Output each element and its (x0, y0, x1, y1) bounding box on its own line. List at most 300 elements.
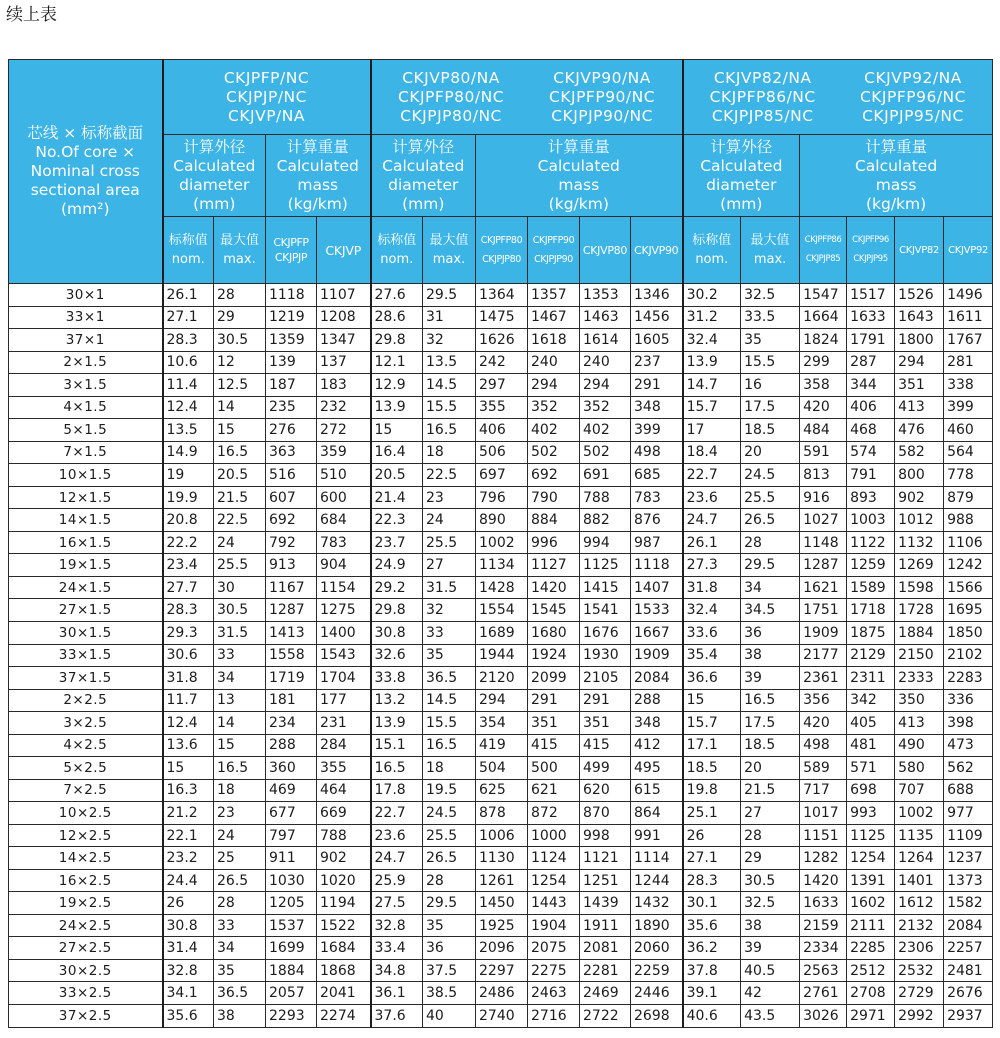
value-cell: 2486 (476, 982, 528, 1005)
value-cell: 2729 (895, 982, 944, 1005)
table-body (9, 284, 993, 1028)
value-cell: 37.8 (683, 959, 741, 982)
value-cell: 24.7 (371, 847, 423, 870)
value-cell: 1875 (847, 621, 895, 644)
value-cell: 24.7 (683, 509, 741, 532)
value-cell: 582 (895, 441, 944, 464)
core-spec-cell: 30×1 (9, 284, 163, 307)
core-spec-cell: 4×2.5 (9, 734, 163, 757)
value-cell: 33 (214, 644, 266, 667)
value-cell: 24 (423, 509, 476, 532)
value-cell: 1439 (580, 892, 631, 915)
value-cell: 1545 (528, 599, 580, 622)
value-cell: 26 (163, 892, 214, 915)
value-cell: 23.2 (163, 847, 214, 870)
value-cell: 1109 (944, 824, 993, 847)
value-cell: 1676 (580, 621, 631, 644)
value-cell: 21.4 (371, 486, 423, 509)
value-cell: 1401 (895, 869, 944, 892)
core-spec-cell: 3×2.5 (9, 712, 163, 735)
table-row (9, 824, 993, 847)
value-cell: 516 (266, 464, 317, 487)
value-cell: 1689 (476, 621, 528, 644)
value-cell: 35 (423, 914, 476, 937)
core-spec-cell: 37×2.5 (9, 1005, 163, 1028)
value-cell: 2081 (580, 937, 631, 960)
value-cell: 1259 (847, 554, 895, 577)
value-cell: 177 (317, 689, 371, 712)
value-cell: 1275 (317, 599, 371, 622)
value-cell: 502 (528, 441, 580, 464)
value-cell: 697 (476, 464, 528, 487)
value-cell: 402 (528, 419, 580, 442)
value-cell: 30.5 (214, 599, 266, 622)
value-cell: 1543 (317, 644, 371, 667)
value-cell: 415 (580, 734, 631, 757)
value-cell: 1547 (800, 284, 847, 307)
table-row (9, 734, 993, 757)
value-cell: 1132 (895, 531, 944, 554)
value-cell: 2060 (631, 937, 683, 960)
value-cell: 876 (631, 509, 683, 532)
value-cell: 11.4 (163, 374, 214, 397)
value-cell: 620 (580, 779, 631, 802)
value-cell: 977 (944, 802, 993, 825)
value-cell: 1443 (528, 892, 580, 915)
value-cell: 294 (580, 374, 631, 397)
value-cell: 15 (214, 734, 266, 757)
value-cell: 237 (631, 351, 683, 374)
value-cell: 31 (423, 306, 476, 329)
value-cell: 481 (847, 734, 895, 757)
value-cell: 32.5 (741, 284, 800, 307)
group-2-mass-header: 计算重量 Calculated mass (kg/km) (476, 135, 683, 217)
value-cell: 2105 (580, 667, 631, 690)
value-cell: 684 (317, 509, 371, 532)
g2-max-header: 最大值 max. (423, 217, 476, 284)
value-cell: 288 (266, 734, 317, 757)
value-cell: 2084 (944, 914, 993, 937)
value-cell: 621 (528, 779, 580, 802)
value-cell: 2333 (895, 667, 944, 690)
value-cell: 34 (214, 937, 266, 960)
value-cell: 15.5 (423, 712, 476, 735)
value-cell: 2257 (944, 937, 993, 960)
table-row (9, 576, 993, 599)
value-cell: 993 (847, 802, 895, 825)
value-cell: 35 (741, 329, 800, 352)
value-cell: 1589 (847, 576, 895, 599)
core-spec-cell: 16×2.5 (9, 869, 163, 892)
value-cell: 36.5 (214, 982, 266, 1005)
value-cell: 2563 (800, 959, 847, 982)
value-cell: 1541 (580, 599, 631, 622)
value-cell: 20 (741, 441, 800, 464)
value-cell: 22.2 (163, 531, 214, 554)
value-cell: 1287 (800, 554, 847, 577)
value-cell: 2129 (847, 644, 895, 667)
group-1-diameter-header: 计算外径 Calculated diameter (mm) (163, 135, 266, 217)
value-cell: 419 (476, 734, 528, 757)
g3-ckjvp92-header: CKJVP92 (944, 217, 993, 284)
table-row (9, 982, 993, 1005)
value-cell: 1413 (266, 621, 317, 644)
table-row (9, 329, 993, 352)
value-cell: 276 (266, 419, 317, 442)
value-cell: 2283 (944, 667, 993, 690)
value-cell: 14 (214, 712, 266, 735)
value-cell: 23.6 (371, 824, 423, 847)
value-cell: 358 (800, 374, 847, 397)
g1-nom-header: 标称值 nom. (163, 217, 214, 284)
value-cell: 20.5 (371, 464, 423, 487)
value-cell: 28 (741, 531, 800, 554)
value-cell: 19.9 (163, 486, 214, 509)
table-row (9, 757, 993, 780)
value-cell: 2761 (800, 982, 847, 1005)
value-cell: 28 (214, 892, 266, 915)
value-cell: 1456 (631, 306, 683, 329)
value-cell: 15 (214, 419, 266, 442)
value-cell: 1121 (580, 847, 631, 870)
value-cell: 2334 (800, 937, 847, 960)
value-cell: 2361 (800, 667, 847, 690)
value-cell: 476 (895, 419, 944, 442)
value-cell: 28.3 (163, 329, 214, 352)
table-row (9, 486, 993, 509)
value-cell: 27.6 (371, 284, 423, 307)
value-cell: 351 (580, 712, 631, 735)
table-row (9, 667, 993, 690)
value-cell: 870 (580, 802, 631, 825)
value-cell: 1909 (800, 621, 847, 644)
value-cell: 1125 (580, 554, 631, 577)
value-cell: 12.4 (163, 396, 214, 419)
value-cell: 1925 (476, 914, 528, 937)
value-cell: 33 (214, 914, 266, 937)
value-cell: 26.1 (683, 531, 741, 554)
value-cell: 884 (528, 509, 580, 532)
value-cell: 893 (847, 486, 895, 509)
value-cell: 338 (944, 374, 993, 397)
value-cell: 281 (944, 351, 993, 374)
value-cell: 25.5 (741, 486, 800, 509)
value-cell: 28 (423, 869, 476, 892)
g3-nom-header: 标称值 nom. (683, 217, 741, 284)
value-cell: 30.5 (214, 329, 266, 352)
value-cell: 31.2 (683, 306, 741, 329)
value-cell: 14.9 (163, 441, 214, 464)
value-cell: 1420 (528, 576, 580, 599)
value-cell: 12.4 (163, 712, 214, 735)
value-cell: 2306 (895, 937, 944, 960)
group-1-mass-header: 计算重量 Calculated mass (kg/km) (266, 135, 371, 217)
table-row (9, 869, 993, 892)
table-row (9, 689, 993, 712)
value-cell: 29 (741, 847, 800, 870)
value-cell: 2281 (580, 959, 631, 982)
value-cell: 788 (580, 486, 631, 509)
value-cell: 398 (944, 712, 993, 735)
value-cell: 1626 (476, 329, 528, 352)
value-cell: 580 (895, 757, 944, 780)
g2-nom-header: 标称值 nom. (371, 217, 423, 284)
value-cell: 996 (528, 531, 580, 554)
value-cell: 36.1 (371, 982, 423, 1005)
core-spec-cell: 16×1.5 (9, 531, 163, 554)
core-spec-cell: 33×1.5 (9, 644, 163, 667)
value-cell: 35.6 (163, 1005, 214, 1028)
value-cell: 1884 (895, 621, 944, 644)
value-cell: 351 (895, 374, 944, 397)
g2-ckjpfp80-header: CKJPFP80 CKJPJP80 (476, 217, 528, 284)
value-cell: 18.4 (683, 441, 741, 464)
value-cell: 18 (423, 757, 476, 780)
value-cell: 28.6 (371, 306, 423, 329)
value-cell: 1667 (631, 621, 683, 644)
value-cell: 2150 (895, 644, 944, 667)
value-cell: 30.5 (741, 869, 800, 892)
value-cell: 1002 (476, 531, 528, 554)
table-row (9, 892, 993, 915)
g3-ckjpfp96-header: CKJPFP96 CKJPJP95 (847, 217, 895, 284)
value-cell: 1621 (800, 576, 847, 599)
value-cell: 36.6 (683, 667, 741, 690)
value-cell: 12.9 (371, 374, 423, 397)
value-cell: 1125 (847, 824, 895, 847)
core-spec-cell: 37×1 (9, 329, 163, 352)
value-cell: 294 (895, 351, 944, 374)
value-cell: 1134 (476, 554, 528, 577)
table-row (9, 441, 993, 464)
value-cell: 18.5 (741, 419, 800, 442)
value-cell: 495 (631, 757, 683, 780)
core-spec-cell: 19×1.5 (9, 554, 163, 577)
value-cell: 1664 (800, 306, 847, 329)
g3-ckjpfp86-header: CKJPFP86 CKJPJP85 (800, 217, 847, 284)
value-cell: 344 (847, 374, 895, 397)
value-cell: 1614 (580, 329, 631, 352)
value-cell: 32.8 (163, 959, 214, 982)
value-cell: 1407 (631, 576, 683, 599)
value-cell: 878 (476, 802, 528, 825)
value-cell: 28.3 (683, 869, 741, 892)
value-cell: 35 (423, 644, 476, 667)
value-cell: 1194 (317, 892, 371, 915)
value-cell: 1767 (944, 329, 993, 352)
value-cell: 669 (317, 802, 371, 825)
value-cell: 348 (631, 396, 683, 419)
value-cell: 29.2 (371, 576, 423, 599)
value-cell: 24.9 (371, 554, 423, 577)
value-cell: 351 (528, 712, 580, 735)
value-cell: 1373 (944, 869, 993, 892)
value-cell: 23.7 (371, 531, 423, 554)
value-cell: 591 (800, 441, 847, 464)
core-spec-cell: 24×2.5 (9, 914, 163, 937)
value-cell: 32.8 (371, 914, 423, 937)
value-cell: 12.1 (371, 351, 423, 374)
value-cell: 36.2 (683, 937, 741, 960)
value-cell: 13.9 (371, 712, 423, 735)
value-cell: 413 (895, 712, 944, 735)
value-cell: 34 (214, 667, 266, 690)
value-cell: 484 (800, 419, 847, 442)
g1-max-header: 最大值 max. (214, 217, 266, 284)
value-cell: 30.6 (163, 644, 214, 667)
value-cell: 625 (476, 779, 528, 802)
table-row (9, 284, 993, 307)
value-cell: 38 (741, 914, 800, 937)
value-cell: 473 (944, 734, 993, 757)
value-cell: 879 (944, 486, 993, 509)
core-spec-cell: 27×1.5 (9, 599, 163, 622)
value-cell: 2722 (580, 1005, 631, 1028)
value-cell: 571 (847, 757, 895, 780)
value-cell: 352 (528, 396, 580, 419)
value-cell: 25.5 (423, 531, 476, 554)
value-cell: 35 (214, 959, 266, 982)
value-cell: 31.8 (683, 576, 741, 599)
value-cell: 607 (266, 486, 317, 509)
value-cell: 27.7 (163, 576, 214, 599)
value-cell: 137 (317, 351, 371, 374)
value-cell: 1027 (800, 509, 847, 532)
value-cell: 1924 (528, 644, 580, 667)
value-cell: 499 (580, 757, 631, 780)
value-cell: 412 (631, 734, 683, 757)
value-cell: 14 (214, 396, 266, 419)
core-spec-cell: 2×1.5 (9, 351, 163, 374)
value-cell: 1006 (476, 824, 528, 847)
g2-ckjpfp90-header: CKJPFP90 CKJPJP90 (528, 217, 580, 284)
value-cell: 43.5 (741, 1005, 800, 1028)
value-cell: 2057 (266, 982, 317, 1005)
value-cell: 405 (847, 712, 895, 735)
value-cell: 28.3 (163, 599, 214, 622)
value-cell: 1643 (895, 306, 944, 329)
value-cell: 40.5 (741, 959, 800, 982)
value-cell: 36.5 (423, 667, 476, 690)
value-cell: 38.5 (423, 982, 476, 1005)
table-header (9, 60, 993, 284)
value-cell: 32 (423, 329, 476, 352)
core-spec-cell: 33×2.5 (9, 982, 163, 1005)
value-cell: 1598 (895, 576, 944, 599)
value-cell: 1704 (317, 667, 371, 690)
value-cell: 32.5 (741, 892, 800, 915)
value-cell: 574 (847, 441, 895, 464)
value-cell: 1127 (528, 554, 580, 577)
value-cell: 987 (631, 531, 683, 554)
value-cell: 504 (476, 757, 528, 780)
value-cell: 1533 (631, 599, 683, 622)
value-cell: 240 (528, 351, 580, 374)
table-row (9, 712, 993, 735)
value-cell: 15 (683, 689, 741, 712)
value-cell: 1695 (944, 599, 993, 622)
value-cell: 22.3 (371, 509, 423, 532)
value-cell: 2274 (317, 1005, 371, 1028)
value-cell: 796 (476, 486, 528, 509)
value-cell: 16.5 (371, 757, 423, 780)
value-cell: 1930 (580, 644, 631, 667)
value-cell: 23 (214, 802, 266, 825)
value-cell: 30.8 (371, 621, 423, 644)
value-cell: 468 (847, 419, 895, 442)
value-cell: 26.5 (214, 869, 266, 892)
value-cell: 16.4 (371, 441, 423, 464)
value-cell: 1118 (631, 554, 683, 577)
value-cell: 36 (423, 937, 476, 960)
group-2-diameter-header: 计算外径 Calculated diameter (mm) (371, 135, 476, 217)
value-cell: 1012 (895, 509, 944, 532)
value-cell: 30.2 (683, 284, 741, 307)
value-cell: 20.8 (163, 509, 214, 532)
value-cell: 42 (741, 982, 800, 1005)
value-cell: 1684 (317, 937, 371, 960)
value-cell: 1347 (317, 329, 371, 352)
value-cell: 988 (944, 509, 993, 532)
table-row (9, 509, 993, 532)
value-cell: 240 (580, 351, 631, 374)
value-cell: 30.1 (683, 892, 741, 915)
value-cell: 30.8 (163, 914, 214, 937)
value-cell: 16.5 (423, 734, 476, 757)
value-cell: 1868 (317, 959, 371, 982)
value-cell: 1680 (528, 621, 580, 644)
value-cell: 790 (528, 486, 580, 509)
value-cell: 1719 (266, 667, 317, 690)
value-cell: 1269 (895, 554, 944, 577)
value-cell: 31.5 (423, 576, 476, 599)
value-cell: 2159 (800, 914, 847, 937)
value-cell: 297 (476, 374, 528, 397)
core-spec-cell: 2×2.5 (9, 689, 163, 712)
value-cell: 998 (580, 824, 631, 847)
value-cell: 2111 (847, 914, 895, 937)
value-cell: 26.1 (163, 284, 214, 307)
value-cell: 1205 (266, 892, 317, 915)
value-cell: 28 (741, 824, 800, 847)
core-spec-cell: 19×2.5 (9, 892, 163, 915)
value-cell: 15.7 (683, 712, 741, 735)
value-cell: 1017 (800, 802, 847, 825)
value-cell: 2716 (528, 1005, 580, 1028)
value-cell: 35.4 (683, 644, 741, 667)
value-cell: 1554 (476, 599, 528, 622)
core-spec-cell: 10×2.5 (9, 802, 163, 825)
value-cell: 291 (580, 689, 631, 712)
value-cell: 2293 (266, 1005, 317, 1028)
value-cell: 21.5 (214, 486, 266, 509)
value-cell: 1909 (631, 644, 683, 667)
value-cell: 17.5 (741, 396, 800, 419)
value-cell: 37.5 (423, 959, 476, 982)
value-cell: 913 (266, 554, 317, 577)
value-cell: 783 (631, 486, 683, 509)
value-cell: 22.7 (683, 464, 741, 487)
g1-ckjvp-header: CKJVP (317, 217, 371, 284)
value-cell: 38 (741, 644, 800, 667)
value-cell: 33.6 (683, 621, 741, 644)
value-cell: 287 (847, 351, 895, 374)
value-cell: 291 (631, 374, 683, 397)
value-cell: 1800 (895, 329, 944, 352)
value-cell: 778 (944, 464, 993, 487)
value-cell: 2992 (895, 1005, 944, 1028)
value-cell: 291 (528, 689, 580, 712)
